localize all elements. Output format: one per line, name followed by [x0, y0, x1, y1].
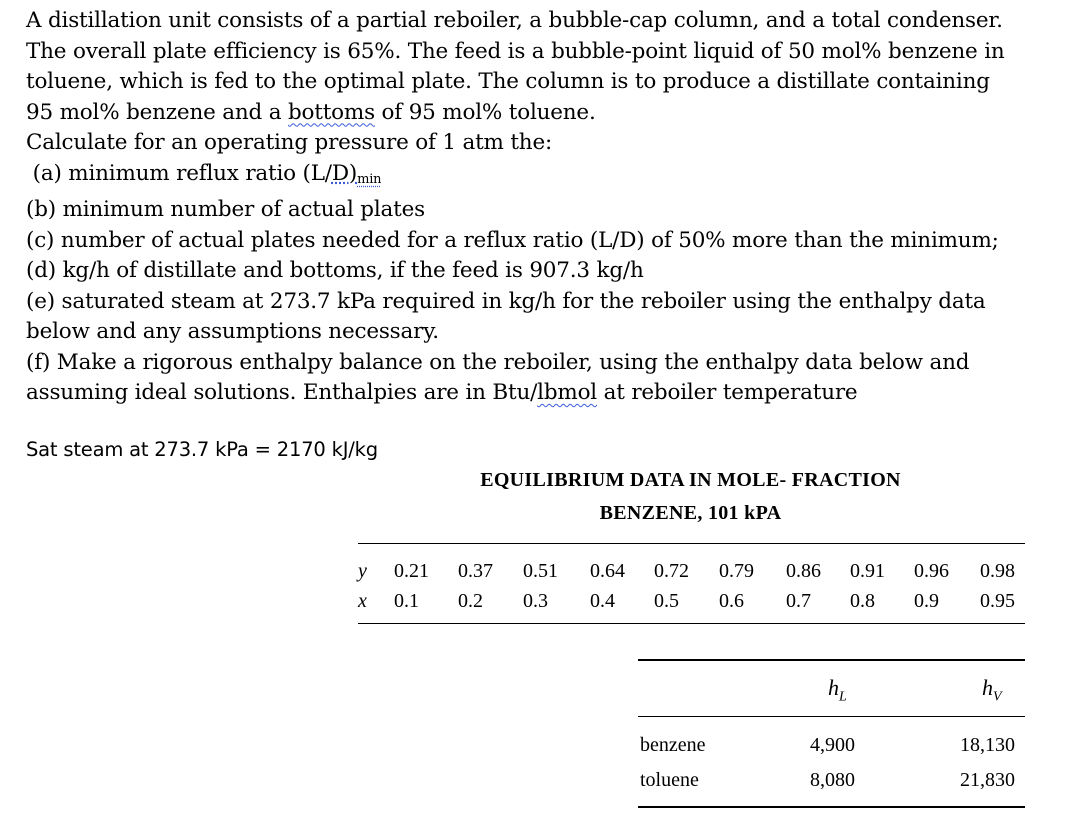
part-d: (d) kg/h of distillate and bottoms, if the feed is 907.3 kg/h	[26, 258, 644, 283]
x-value: 0.6	[719, 590, 744, 612]
part-e-line1: (e) saturated steam at 273.7 kPa required in kg/h for the reboiler using the enthalpy data	[26, 288, 986, 314]
x-value: 0.9	[914, 590, 939, 612]
y-value: 0.79	[719, 560, 754, 582]
hv-subscript: V	[993, 689, 1002, 705]
enthalpy-component-name: benzene	[640, 734, 706, 756]
y-value: 0.51	[523, 560, 558, 582]
hl-subscript: L	[839, 689, 847, 705]
equilibrium-subtitle: BENZENE, 101 kPA	[599, 502, 782, 524]
y-value: 0.91	[850, 560, 885, 582]
part-b: (b) minimum number of actual plates	[26, 197, 425, 222]
enthalpy-hv-value: 21,830	[960, 769, 1015, 791]
problem-line: A distillation unit consists of a partial reboiler, a bubble-cap column, and a total condenser.	[26, 8, 1003, 33]
part-c: (c) number of actual plates needed for a reflux ratio (L/D) of 50% more than the minimum;	[26, 227, 999, 253]
spellcheck-flagged-word: D)	[331, 160, 358, 186]
x-value: 0.4	[590, 590, 615, 612]
y-value: 0.98	[980, 560, 1015, 582]
y-value: 0.64	[590, 560, 625, 582]
problem-text: assuming ideal solutions. Enthalpies are in Btu/	[26, 380, 538, 405]
hl-symbol: h	[828, 675, 839, 700]
spellcheck-flagged-word: bottoms	[287, 99, 375, 125]
hv-symbol: h	[982, 675, 993, 700]
enthalpy-hv-value: 18,130	[960, 734, 1015, 756]
enthalpy-rule-bottom	[638, 806, 1025, 808]
problem-line: The overall plate efficiency is 65%. The feed is a bubble-point liquid of 50 mol% benzene in	[26, 38, 1005, 64]
spellcheck-flagged-word: lbmol	[537, 380, 597, 405]
table-rule-bottom	[358, 623, 1025, 624]
equilibrium-row-y	[358, 560, 1023, 590]
x-value: 0.5	[654, 590, 679, 612]
y-value: 0.72	[654, 560, 689, 582]
problem-text: of 95 mol% toluene.	[374, 99, 596, 125]
part-f-line2	[26, 378, 1061, 409]
table-rule-top	[358, 543, 1025, 544]
part-a	[26, 159, 1061, 196]
calculate-instruction: Calculate for an operating pressure of 1 atm the:	[26, 130, 553, 155]
y-value: 0.96	[914, 560, 949, 582]
enthalpy-hl-value: 4,900	[810, 734, 855, 756]
enthalpy-rule-mid	[638, 716, 1025, 717]
x-value: 0.2	[458, 590, 483, 612]
enthalpy-component-name: toluene	[640, 769, 699, 791]
x-value: 0.3	[523, 590, 548, 612]
hv-header	[982, 675, 1002, 705]
x-value: 0.1	[394, 590, 419, 612]
problem-line	[26, 98, 1061, 129]
hl-header	[828, 675, 847, 705]
equilibrium-row-x	[358, 590, 1023, 620]
problem-statement	[26, 6, 1061, 409]
equilibrium-title: EQUILIBRIUM DATA IN MOLE- FRACTION	[480, 469, 901, 491]
y-label: y	[358, 560, 367, 582]
x-value: 0.7	[786, 590, 811, 612]
x-label: x	[358, 590, 367, 612]
enthalpy-rule-top	[638, 659, 1025, 661]
enthalpy-hl-value: 8,080	[810, 769, 855, 791]
part-a-text: (a) minimum reflux ratio (L/	[32, 160, 332, 186]
part-e-line2: below and any assumptions necessary.	[26, 319, 439, 344]
x-value: 0.8	[850, 590, 875, 612]
y-value: 0.37	[458, 560, 493, 582]
x-value: 0.95	[980, 590, 1015, 612]
y-value: 0.21	[394, 560, 429, 582]
y-value: 0.86	[786, 560, 821, 582]
problem-text: 95 mol% benzene and a	[26, 99, 288, 125]
part-f-line1: (f) Make a rigorous enthalpy balance on the reboiler, using the enthalpy data below and	[26, 349, 970, 375]
part-a-subscript: min	[357, 171, 382, 187]
problem-line: toluene, which is fed to the optimal plate. The column is to produce a distillate containing	[26, 69, 990, 94]
problem-text: at reboiler temperature	[597, 380, 858, 405]
steam-note: Sat steam at 273.7 kPa = 2170 kJ/kg	[26, 438, 378, 461]
